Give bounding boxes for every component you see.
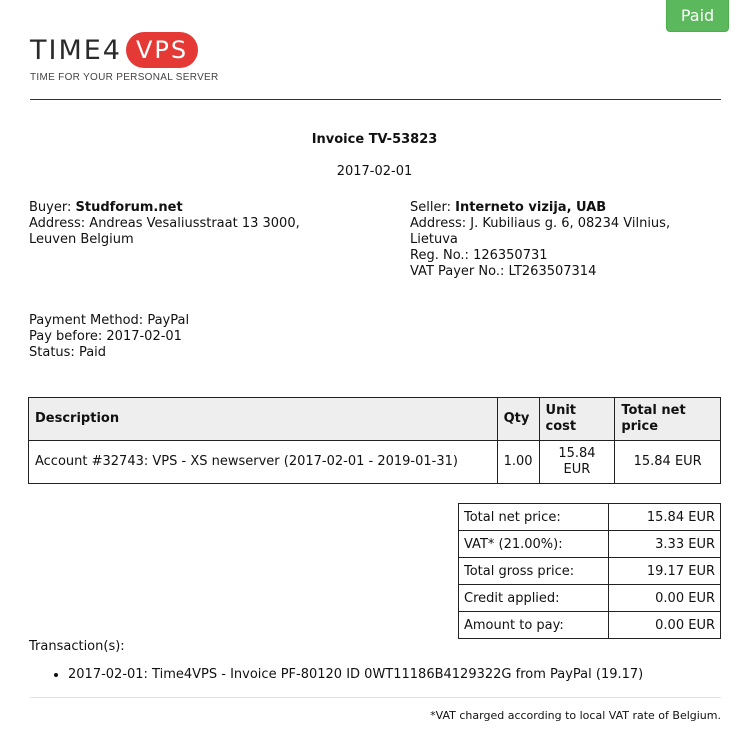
time4vps-logo: [30, 32, 219, 83]
amount-to-pay-value: 0.00 EUR: [609, 612, 721, 639]
vat-value: 3.33 EUR: [609, 531, 721, 558]
items-table: [28, 397, 721, 484]
footer-divider: [30, 697, 721, 698]
seller-label: Seller:: [410, 200, 451, 215]
credit-applied-label: Credit applied:: [459, 585, 609, 612]
logo-tagline: TIME FOR YOUR PERSONAL SERVER: [30, 72, 219, 83]
totals-row-amount-to-pay: [459, 612, 721, 639]
vat-label: VAT* (21.00%):: [459, 531, 609, 558]
items-header-row: [29, 398, 721, 441]
total-net-value: 15.84 EUR: [609, 504, 721, 531]
item-description: Account #32743: VPS - XS newserver (2017-02-01 - 2019-01-31): [29, 441, 498, 484]
item-total: 15.84 EUR: [615, 441, 721, 484]
logo-wordmark: TIME4: [30, 34, 122, 66]
totals-row-gross: [459, 558, 721, 585]
total-gross-label: Total gross price:: [459, 558, 609, 585]
invoice-date: 2017-02-01: [336, 164, 413, 179]
invoice-title: Invoice TV-53823: [311, 132, 438, 147]
seller-name: Interneto vizija, UAB: [455, 200, 607, 215]
buyer-address-label: Address:: [29, 216, 86, 231]
total-gross-value: 19.17 EUR: [609, 558, 721, 585]
total-net-label: Total net price:: [459, 504, 609, 531]
header-divider: [30, 99, 721, 100]
totals-row-credit: [459, 585, 721, 612]
header-description: Description: [29, 398, 498, 441]
payment-method-label: Payment Method:: [29, 313, 144, 328]
seller-reg-label: Reg. No.:: [410, 248, 469, 263]
totals-table: [458, 503, 721, 639]
amount-to-pay-label: Amount to pay:: [459, 612, 609, 639]
header-qty: Qty: [497, 398, 539, 441]
pay-before-date: 2017-02-01: [106, 329, 182, 344]
seller-block: [410, 200, 710, 280]
seller-address-label: Address:: [410, 216, 467, 231]
list-item: • 2017-02-01: Time4VPS - Invoice PF-80120 ID 0WT11186B4129322G from PayPal (19.17): [68, 667, 643, 683]
status-value: Paid: [78, 345, 107, 360]
vat-footnote: *VAT charged according to local VAT rate of Belgium.: [430, 709, 721, 722]
seller-vat-number: LT263507314: [508, 264, 597, 279]
totals-row-vat: [459, 531, 721, 558]
buyer-block: [29, 200, 349, 248]
transactions-label: Transaction(s):: [29, 639, 125, 654]
buyer-label: Buyer:: [29, 200, 72, 215]
seller-reg-number: 126350731: [473, 248, 548, 263]
payment-info: [29, 313, 189, 361]
item-unit-cost: 15.84 EUR: [539, 441, 615, 484]
payment-method: PayPal: [147, 313, 190, 328]
buyer-address: Andreas Vesaliusstraat 13 3000, Leuven Belgium: [29, 216, 300, 247]
logo-vps-pill: VPS: [126, 32, 198, 68]
item-qty: 1.00: [497, 441, 539, 484]
seller-address: J. Kubiliaus g. 6, 08234 Vilnius, Lietuva: [410, 216, 671, 247]
transactions-list: [50, 667, 643, 683]
header-total-net-price: Total net price: [615, 398, 721, 441]
credit-applied-value: 0.00 EUR: [609, 585, 721, 612]
status-label: Status:: [29, 345, 75, 360]
header-unit-cost: Unit cost: [539, 398, 615, 441]
pay-before-label: Pay before:: [29, 329, 103, 344]
table-row: [29, 441, 721, 484]
paid-status-badge: Paid: [666, 0, 729, 32]
totals-row-net: [459, 504, 721, 531]
seller-vat-label: VAT Payer No.:: [410, 264, 505, 279]
buyer-name: Studforum.net: [75, 200, 183, 215]
